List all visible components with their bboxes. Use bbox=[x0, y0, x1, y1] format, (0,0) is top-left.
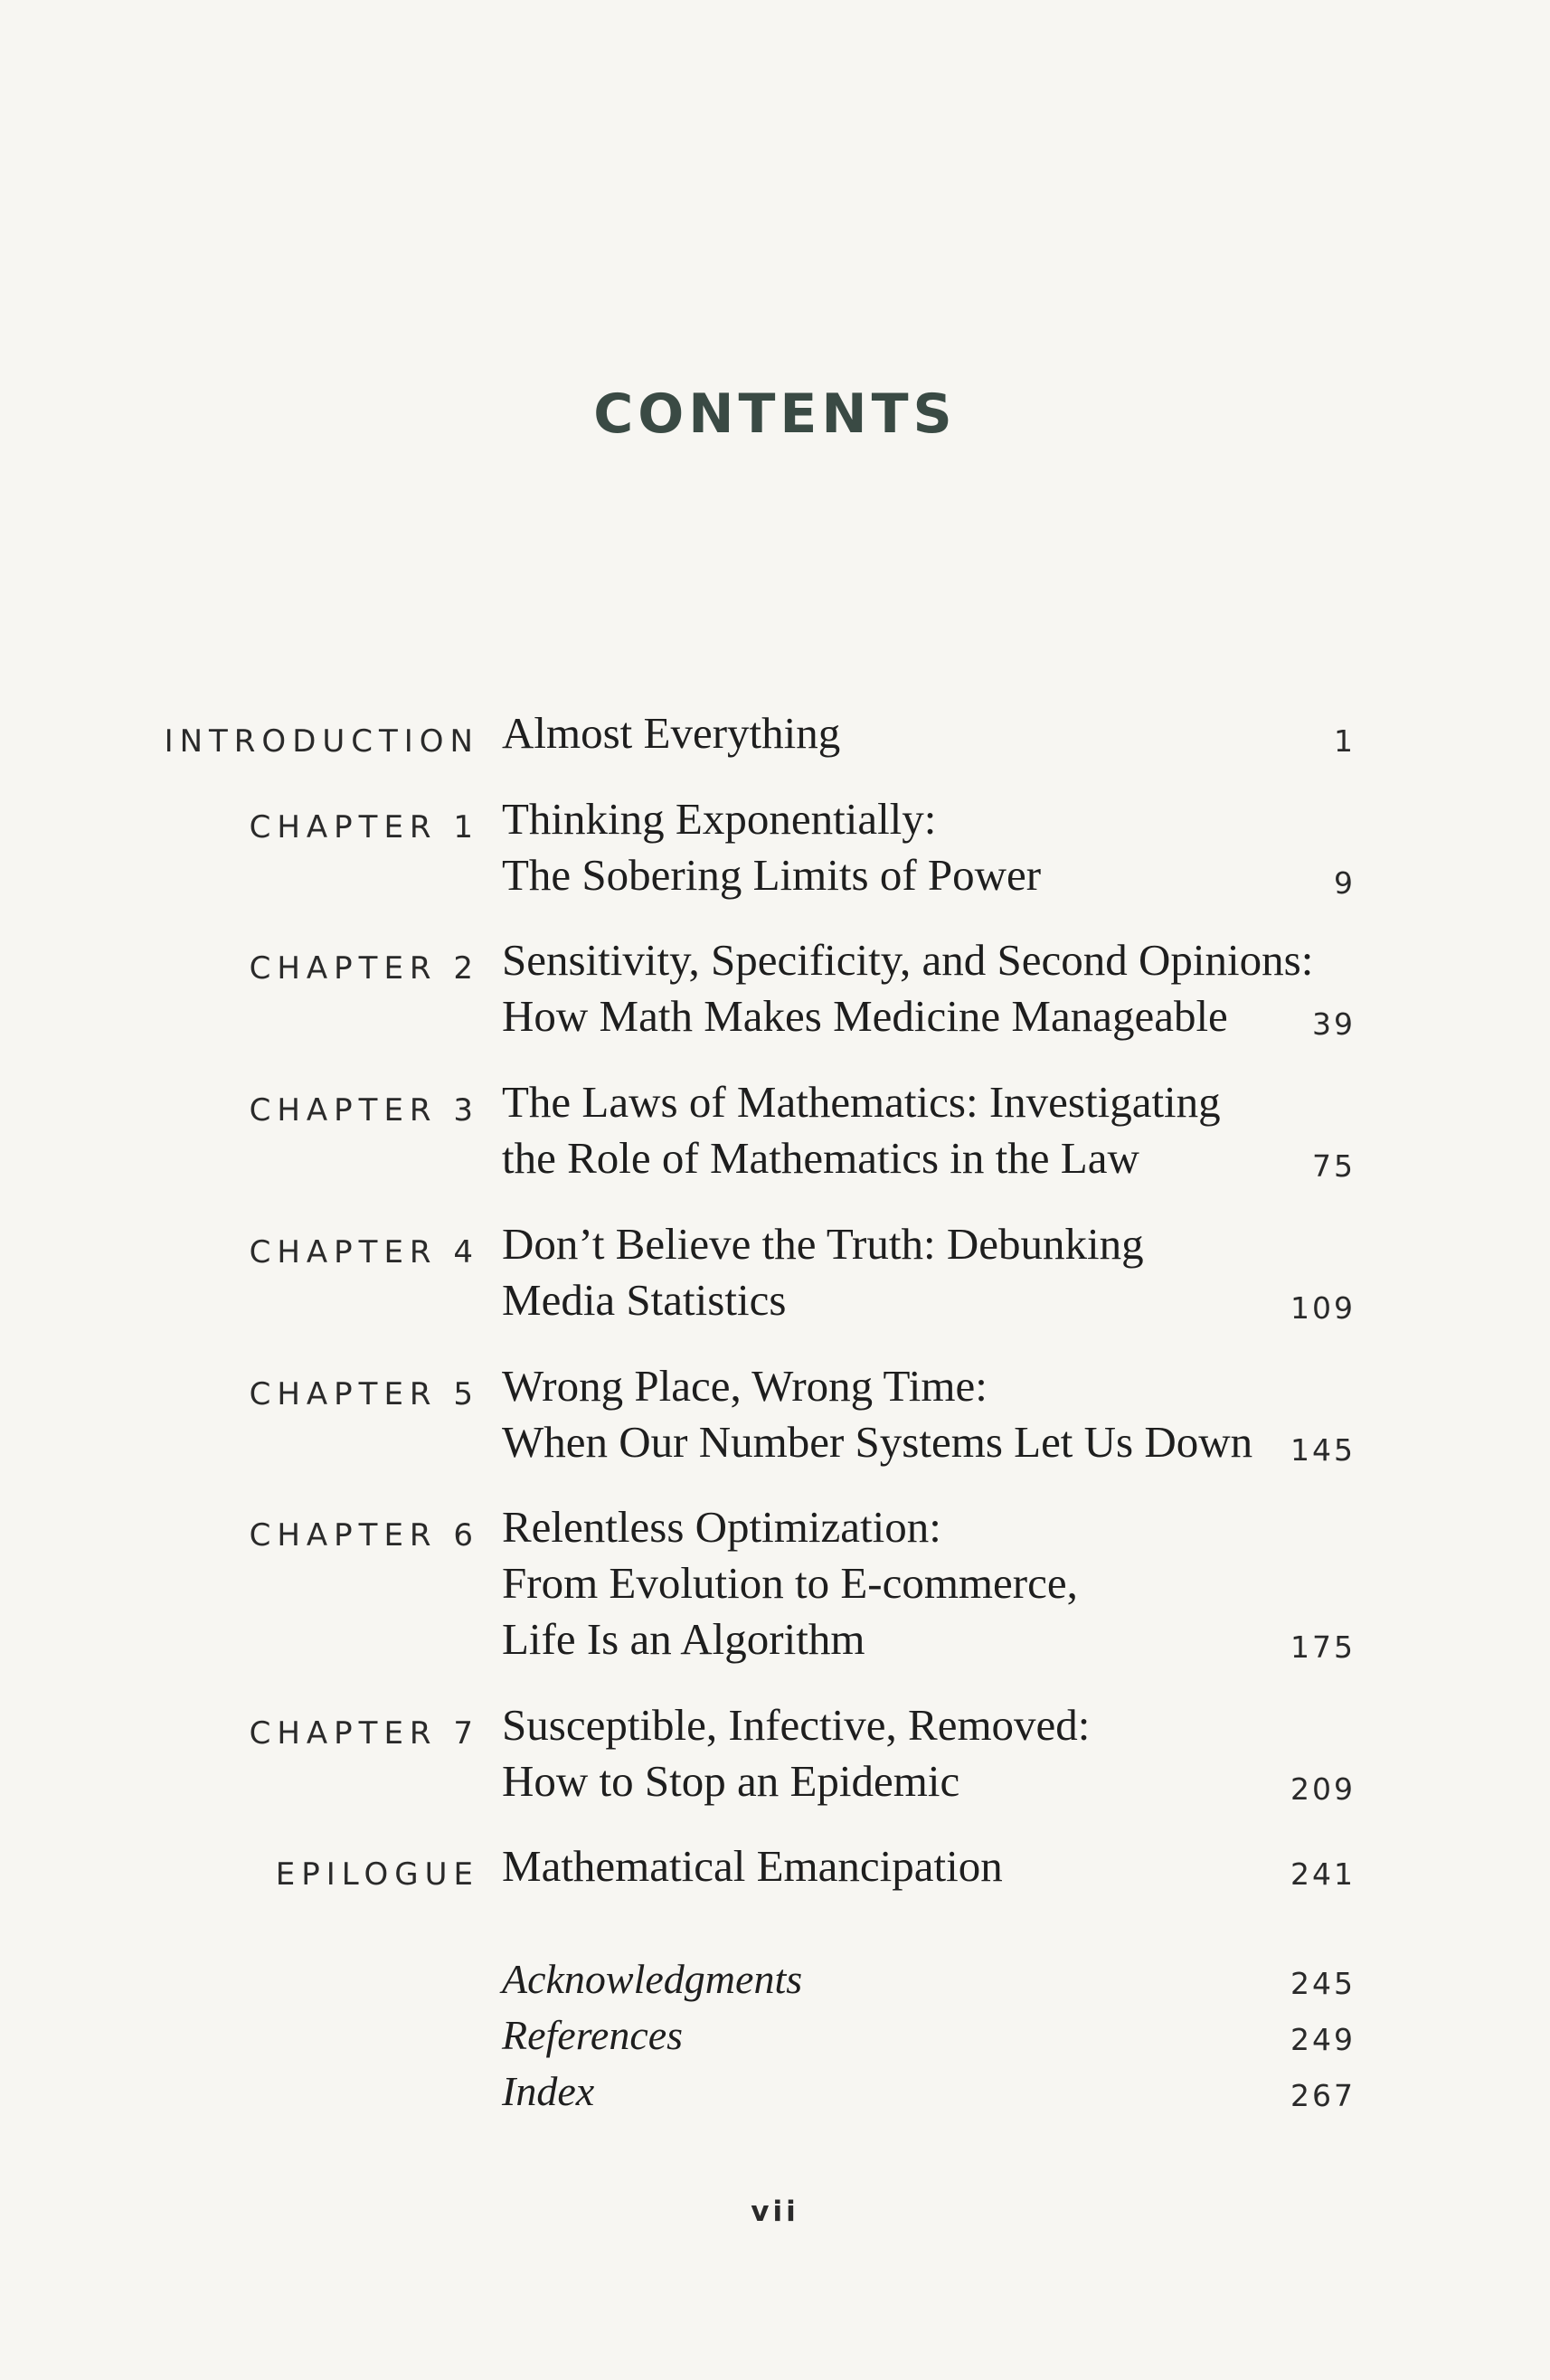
toc-entry-title-line: Media Statistics bbox=[502, 1275, 787, 1325]
toc-entry-title-line: Wrong Place, Wrong Time: bbox=[502, 1361, 988, 1411]
toc-entry-title-line: Thinking Exponentially: bbox=[502, 794, 937, 844]
toc-entry-label: CHAPTER 5 bbox=[249, 1376, 479, 1412]
toc-entry-label: CHAPTER 1 bbox=[249, 809, 479, 845]
toc-entry-title bbox=[502, 1838, 1298, 1894]
toc-entry-page: 245 bbox=[1290, 1966, 1356, 2001]
toc-entry-title bbox=[502, 1074, 1298, 1186]
toc-entry-title bbox=[502, 705, 1298, 761]
toc-entry-title-line: the Role of Mathematics in the Law bbox=[502, 1133, 1139, 1183]
toc-entry-title bbox=[502, 1358, 1298, 1470]
toc-entry-page: 175 bbox=[1290, 1629, 1356, 1665]
toc-entry-page: 1 bbox=[1334, 723, 1356, 759]
toc-entry-title-line: Sensitivity, Specificity, and Second Opinions: bbox=[502, 935, 1314, 985]
toc-entry-page: 145 bbox=[1290, 1432, 1356, 1468]
toc-entry-title-line: Almost Everything bbox=[502, 708, 841, 758]
toc-entry-page: 109 bbox=[1290, 1290, 1356, 1326]
toc-entry-title bbox=[502, 1216, 1298, 1328]
toc-entry-title-line: The Laws of Mathematics: Investigating bbox=[502, 1077, 1221, 1127]
toc-entry-label: CHAPTER 7 bbox=[249, 1715, 479, 1752]
toc-entry-title-line: When Our Number Systems Let Us Down bbox=[502, 1417, 1253, 1467]
toc-entry-label: CHAPTER 2 bbox=[249, 950, 479, 987]
toc-entry-page: 209 bbox=[1290, 1771, 1356, 1807]
toc-entry-page: 249 bbox=[1290, 2022, 1356, 2057]
toc-entry-label: CHAPTER 4 bbox=[249, 1234, 479, 1270]
toc-entry-title-line: From Evolution to E-commerce, bbox=[502, 1558, 1078, 1608]
toc-entry-label: EPILOGUE bbox=[275, 1856, 479, 1893]
toc-entry-label: CHAPTER 3 bbox=[249, 1092, 479, 1129]
toc-entry-page: 39 bbox=[1312, 1006, 1356, 1042]
toc-entry-title-line: Don’t Believe the Truth: Debunking bbox=[502, 1219, 1144, 1269]
toc-entry-title bbox=[502, 791, 1298, 903]
toc-entry-label: INTRODUCTION bbox=[164, 723, 479, 760]
toc-entry-title-line: Mathematical Emancipation bbox=[502, 1841, 1003, 1891]
toc-entry-title-line: How Math Makes Medicine Manageable bbox=[502, 991, 1228, 1041]
toc-entry-page: 241 bbox=[1290, 1856, 1356, 1892]
toc-entry-title-line: Life Is an Algorithm bbox=[502, 1614, 865, 1664]
page-number: vii bbox=[751, 2196, 799, 2228]
toc-entry-title bbox=[502, 1499, 1298, 1667]
toc-entry-title-line: How to Stop an Epidemic bbox=[502, 1756, 960, 1806]
toc-backmatter-title: References bbox=[502, 2012, 684, 2058]
page-title: CONTENTS bbox=[593, 382, 957, 446]
toc-entry-page: 267 bbox=[1290, 2078, 1356, 2113]
toc-entry-title-line: The Sobering Limits of Power bbox=[502, 850, 1042, 900]
toc-backmatter-title: Acknowledgments bbox=[502, 1956, 803, 2002]
toc-entry-label: CHAPTER 6 bbox=[249, 1517, 479, 1554]
toc-entry-title-line: Susceptible, Infective, Removed: bbox=[502, 1700, 1091, 1750]
toc-backmatter-title: Index bbox=[502, 2068, 595, 2114]
toc-entry-page: 75 bbox=[1312, 1148, 1356, 1184]
toc-entry-title-line: Relentless Optimization: bbox=[502, 1502, 941, 1552]
toc-entry-page: 9 bbox=[1334, 865, 1356, 901]
toc-entry-title bbox=[502, 932, 1314, 1044]
toc-entry-title bbox=[502, 1697, 1298, 1809]
